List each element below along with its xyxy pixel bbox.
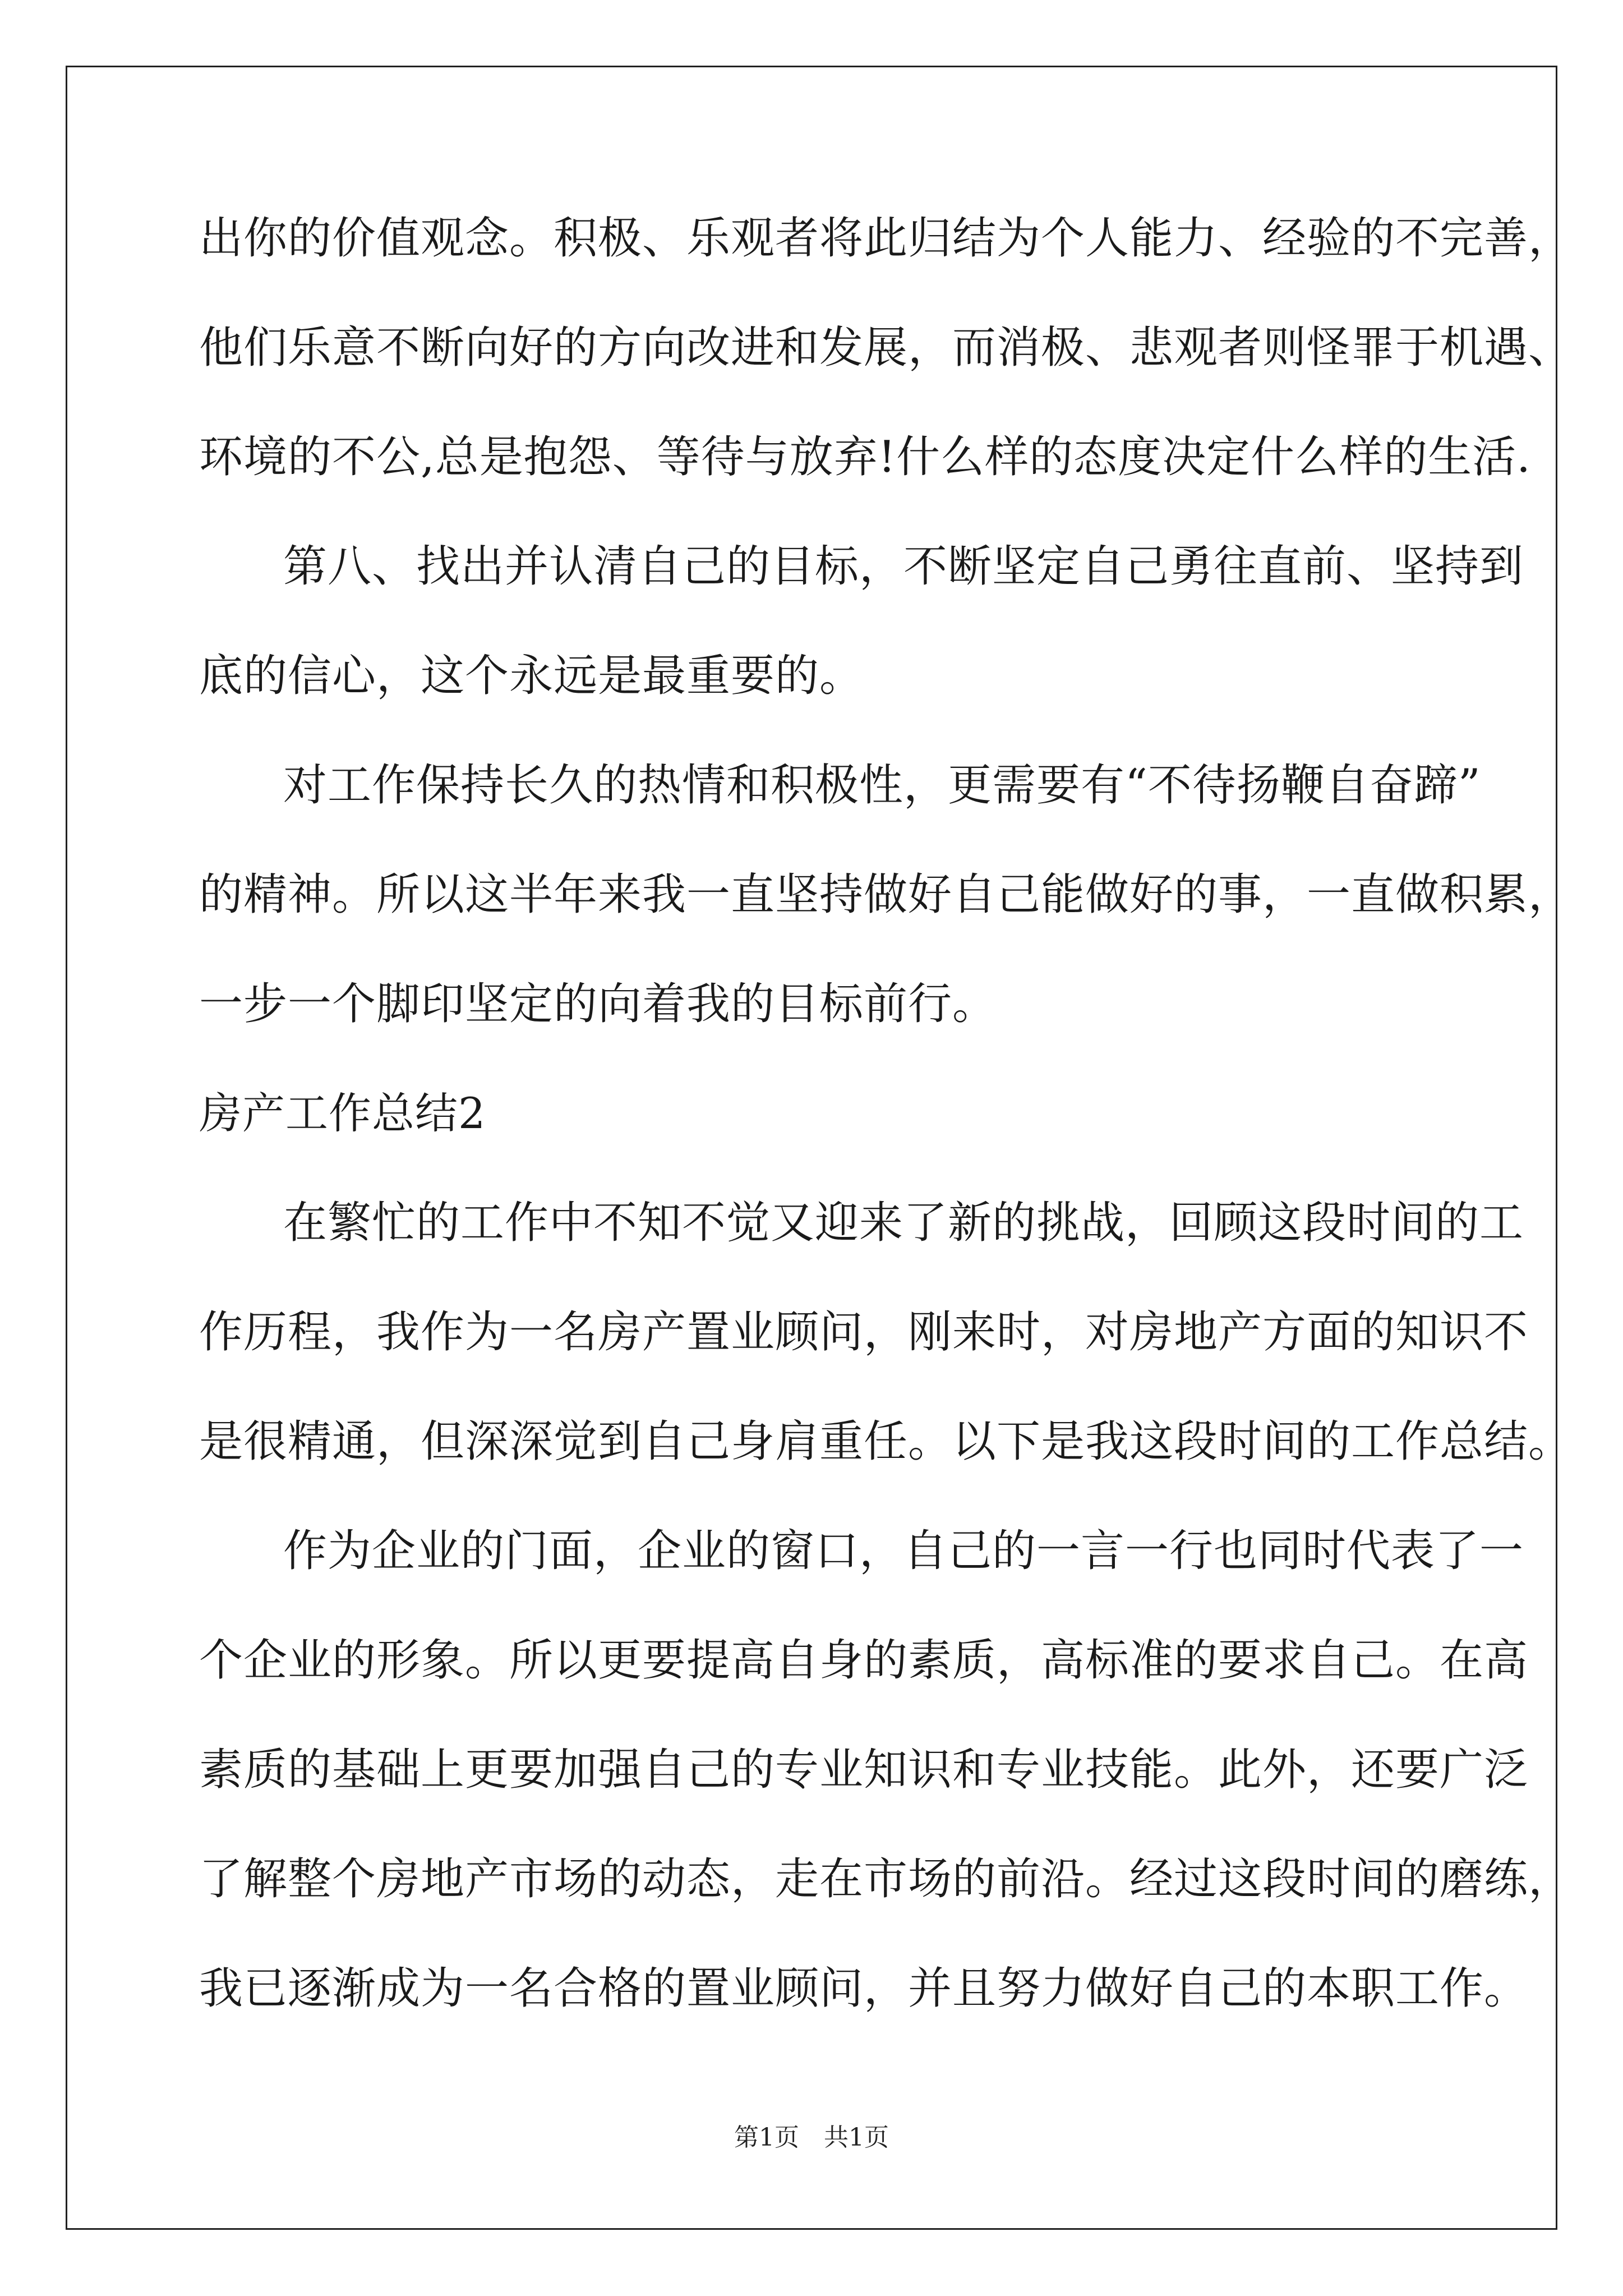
page-border (66, 66, 1557, 2230)
paragraph-line: 个企业的形象。所以更要提高自身的素质，高标准的要求自己。在高 (199, 1635, 1529, 1686)
section-heading: 房产工作总结2 (199, 1088, 486, 1138)
paragraph-line: 一步一个脚印坚定的向着我的目标前行。 (199, 979, 997, 1029)
paragraph-line: 了解整个房地产市场的动态，走在市场的前沿。经过这段时间的磨练， (199, 1854, 1573, 1904)
paragraph-line: 作为企业的门面，企业的窗口，自己的一言一行也同时代表了一 (283, 1526, 1524, 1576)
paragraph-line: 我已逐渐成为一名合格的置业顾问，并且努力做好自己的本职工作。 (199, 1963, 1529, 2014)
paragraph-line: 素质的基础上更要加强自己的专业知识和专业技能。此外，还要广泛 (199, 1745, 1529, 1795)
paragraph-line: 的精神。所以这半年来我一直坚持做好自己能做好的事，一直做积累， (199, 869, 1573, 920)
paragraph-line: 在繁忙的工作中不知不觉又迎来了新的挑战，回顾这段时间的工 (283, 1198, 1524, 1248)
paragraph-line: 作历程，我作为一名房产置业顾问，刚来时，对房地产方面的知识不 (199, 1307, 1529, 1358)
paragraph-line: 他们乐意不断向好的方向改进和发展，而消极、悲观者则怪罪于机遇、 (199, 323, 1573, 373)
paragraph-line: 是很精通，但深深觉到自己身肩重任。以下是我这段时间的工作总结。 (199, 1416, 1573, 1467)
paragraph-line: 第八、找出并认清自己的目标，不断坚定自己勇往直前、坚持到 (283, 541, 1524, 592)
paragraph-line: 对工作保持长久的热情和积极性，更需要有“不待扬鞭自奋蹄” (283, 760, 1481, 811)
paragraph-line: 环境的不公,总是抱怨、等待与放弃!什么样的态度决定什么样的生活. (199, 432, 1531, 482)
page-number-footer: 第1页 共1页 (734, 2123, 889, 2152)
paragraph-line: 出你的价值观念。积极、乐观者将此归结为个人能力、经验的不完善， (199, 213, 1573, 264)
paragraph-line: 底的信心，这个永远是最重要的。 (199, 651, 864, 701)
